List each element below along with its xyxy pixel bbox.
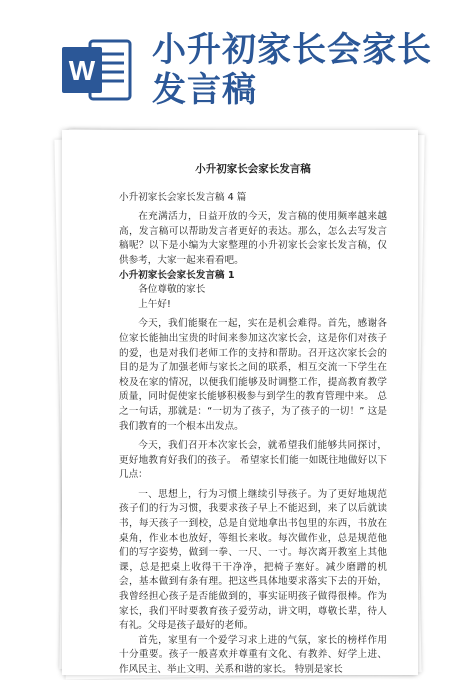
body-paragraph: 今天，我们召开本次家长会，就希望我们能够共同探讨，更好地教育好我们的孩子。 希望家长们能一如既往地做好以下几点： <box>119 440 387 481</box>
document-title: 小升初家长会家长发言稿 <box>195 163 311 175</box>
body-paragraph: 首先，家里有一个爱学习求上进的气氛，家长的榜样作用十分重要。孩子一般喜欢并尊重有文化、有教养、好学上进、作风民主、举止文明、关系和谐的家长。 特别是家长 <box>119 634 387 675</box>
header-banner <box>0 0 474 135</box>
page-title <box>152 30 467 110</box>
hello-line: 上午好! <box>138 298 171 310</box>
word-document-icon <box>60 37 132 103</box>
body-paragraph: 今天，我们能聚在一起，实在是机会难得。首先，感谢各位家长能抽出宝贵的时间来参加这次家长会，这是你们对孩子的爱，也是对我们老师工作的支持和帮助。召开这次家长会的目的是为了加强老师与家长之间的联系，相互交流一下学生在校及在家的情况，以便我们能够及时调整工作，提高教育教学质量，同时促使家长能够积极参与到学生的教育管理中来。 总之一句话，那就是：“一切为了孩子，为了孩子的一切！” 这是我们教育的一个根本出发点。 <box>119 318 387 432</box>
page-title-line-2: 发言稿 <box>152 70 257 110</box>
document-body <box>119 162 387 675</box>
word-icon-letter: W <box>68 55 96 86</box>
document-subtitle: 小升初家长会家长发言稿 4 篇 <box>119 191 247 203</box>
greeting-line: 各位尊敬的家长 <box>138 284 206 296</box>
section-heading: 小升初家长会家长发言稿 1 <box>119 269 235 281</box>
page-title-line-1: 小升初家长会家长 <box>152 30 432 70</box>
body-paragraph: 一、思想上，行为习惯上继续引导孩子。为了更好地规范孩子们的行为习惯，我要求孩子早上不能迟到，来了以后就读书，每天孩子一到校，总是自觉地拿出书包里的东西，书放在桌角，作业本也放好，等组长来收。每次做作业，总是规范他们的写字姿势，做到一拳、一尺、一寸。每次离开教室上其他课，总是把桌上收得干干净净，把椅子塞好。减少磨蹭的机会，基本做到有条有理。把这些具体地要求落实下去的开始，我曾经担心孩子是否能做到的，事实证明孩子做得很棒。作为家长，我们平时要教育孩子爱劳动，讲文明，尊敬长辈，待人有礼。父母是孩子最好的老师。 <box>119 488 387 632</box>
document-preview <box>56 130 424 675</box>
document-page <box>62 130 418 675</box>
intro-paragraph: 在充满活力，日益开放的今天，发言稿的使用频率越来越高，发言稿可以帮助发言者更好的表达。那么，怎么去写发言稿呢？以下是小编为大家整理的小升初家长会家长发言稿，仅供参考，大家一起来看看吧。 <box>119 211 387 266</box>
